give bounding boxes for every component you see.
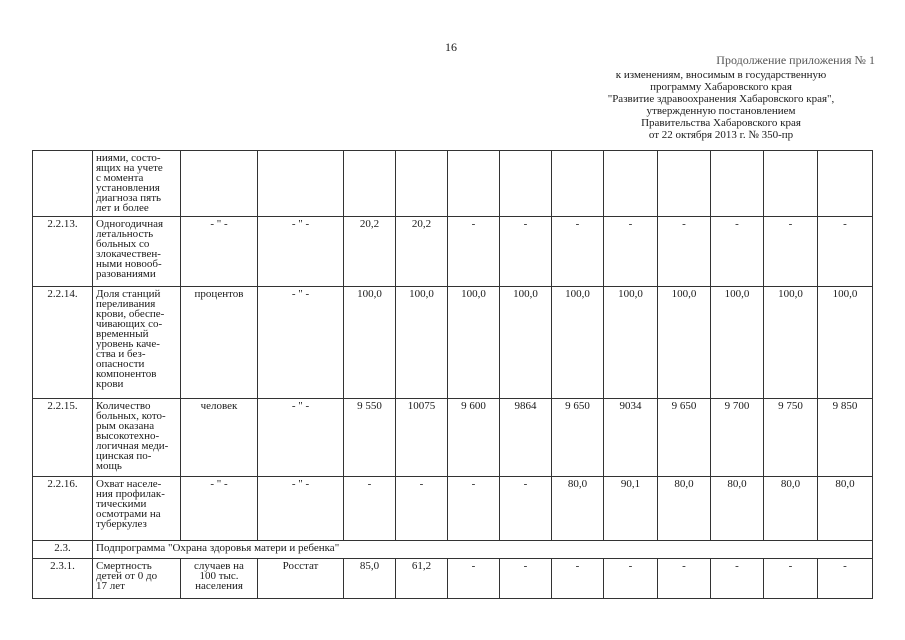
header-line: программу Хабаровского края — [650, 81, 792, 93]
value-cell: - — [711, 217, 764, 287]
table-row — [33, 151, 873, 217]
value-cell: - — [818, 217, 873, 287]
value-cell: 90,1 — [604, 477, 658, 541]
unit-cell: человек — [181, 399, 258, 477]
value-cell: 9864 — [500, 399, 552, 477]
value-cell: 9 600 — [448, 399, 500, 477]
row-number: 2.2.16. — [33, 477, 93, 541]
value-cell: 80,0 — [552, 477, 604, 541]
indicators-table — [32, 150, 873, 599]
value-cell: - — [448, 559, 500, 599]
value-cell: 100,0 — [658, 287, 711, 399]
value-cell: - — [764, 559, 818, 599]
appendix-header — [571, 53, 875, 141]
value-cell — [500, 151, 552, 217]
value-cell: 100,0 — [552, 287, 604, 399]
value-cell: 9 650 — [552, 399, 604, 477]
table-row — [33, 217, 873, 287]
source-cell — [258, 151, 344, 217]
value-cell: - — [396, 477, 448, 541]
source-cell: - " - — [258, 399, 344, 477]
row-number: 2.2.13. — [33, 217, 93, 287]
indicator-name: Охват населе- ния профилак- тическими осмотрами на туберкулез — [93, 477, 181, 541]
value-cell: 9 650 — [658, 399, 711, 477]
subprogram-row — [33, 541, 873, 559]
unit-cell — [181, 151, 258, 217]
subprogram-title: Подпрограмма "Охрана здоровья матери и ребенка" — [93, 541, 873, 559]
header-line: от 22 октября 2013 г. № 350-пр — [648, 129, 794, 141]
value-cell: 100,0 — [344, 287, 396, 399]
value-cell: - — [658, 559, 711, 599]
indicator-name: Одногодичная летальность больных со злокачествен- ными новооб- разованиями — [93, 217, 181, 287]
table-row — [33, 559, 873, 599]
row-number: 2.2.15. — [33, 399, 93, 477]
value-cell — [344, 151, 396, 217]
value-cell: 100,0 — [448, 287, 500, 399]
value-cell: - — [448, 217, 500, 287]
value-cell: 100,0 — [500, 287, 552, 399]
value-cell: - — [764, 217, 818, 287]
value-cell: - — [818, 559, 873, 599]
value-cell: - — [604, 559, 658, 599]
value-cell: - — [448, 477, 500, 541]
source-cell: Росстат — [258, 559, 344, 599]
source-cell: - " - — [258, 217, 344, 287]
value-cell: 85,0 — [344, 559, 396, 599]
indicator-name: Смертность детей от 0 до 17 лет — [93, 559, 181, 599]
subprogram-number: 2.3. — [33, 541, 93, 559]
value-cell: 9 550 — [344, 399, 396, 477]
value-cell: 80,0 — [818, 477, 873, 541]
table-row — [33, 477, 873, 541]
unit-cell: - " - — [181, 217, 258, 287]
unit-cell: процентов — [181, 287, 258, 399]
value-cell: - — [658, 217, 711, 287]
row-number: 2.2.14. — [33, 287, 93, 399]
value-cell: 100,0 — [764, 287, 818, 399]
value-cell: - — [711, 559, 764, 599]
table-row — [33, 399, 873, 477]
value-cell — [658, 151, 711, 217]
value-cell: 20,2 — [396, 217, 448, 287]
value-cell: 80,0 — [658, 477, 711, 541]
page-number: 16 — [445, 40, 457, 54]
value-cell: 80,0 — [711, 477, 764, 541]
value-cell — [552, 151, 604, 217]
header-line: "Развитие здравоохранения Хабаровского края", — [607, 93, 835, 105]
value-cell: 9 750 — [764, 399, 818, 477]
value-cell: 9034 — [604, 399, 658, 477]
value-cell: - — [552, 559, 604, 599]
value-cell — [711, 151, 764, 217]
value-cell: - — [604, 217, 658, 287]
value-cell: 100,0 — [604, 287, 658, 399]
value-cell: 100,0 — [396, 287, 448, 399]
value-cell: 9 850 — [818, 399, 873, 477]
value-cell: 9 700 — [711, 399, 764, 477]
source-cell: - " - — [258, 287, 344, 399]
value-cell — [818, 151, 873, 217]
value-cell — [448, 151, 500, 217]
continuation-label: Продолжение приложения № 1 — [716, 53, 875, 67]
unit-cell: случаев на 100 тыс. населения — [181, 559, 258, 599]
indicator-name: Доля станций переливания крови, обеспе- чивающих со- временный уровень каче- ства и без- опасности компонентов крови — [93, 287, 181, 399]
value-cell: - — [500, 559, 552, 599]
source-cell: - " - — [258, 477, 344, 541]
value-cell: - — [500, 477, 552, 541]
indicator-name: ниями, состо- ящих на учете с момента установления диагноза пять лет и более — [93, 151, 181, 217]
value-cell: 100,0 — [818, 287, 873, 399]
value-cell — [396, 151, 448, 217]
header-line: Правительства Хабаровского края — [641, 117, 801, 129]
indicator-name: Количество больных, кото- рым оказана высокотехно- логичная меди- цинская по- мощь — [93, 399, 181, 477]
value-cell: - — [344, 477, 396, 541]
value-cell — [764, 151, 818, 217]
value-cell: 20,2 — [344, 217, 396, 287]
row-number — [33, 151, 93, 217]
table-row — [33, 287, 873, 399]
value-cell: 80,0 — [764, 477, 818, 541]
unit-cell: - " - — [181, 477, 258, 541]
value-cell: - — [552, 217, 604, 287]
value-cell: 61,2 — [396, 559, 448, 599]
value-cell: 100,0 — [711, 287, 764, 399]
value-cell: - — [500, 217, 552, 287]
header-line: к изменениям, вносимым в государственную — [615, 69, 827, 81]
row-number: 2.3.1. — [33, 559, 93, 599]
header-line: утвержденную постановлением — [646, 105, 796, 117]
value-cell: 10075 — [396, 399, 448, 477]
value-cell — [604, 151, 658, 217]
